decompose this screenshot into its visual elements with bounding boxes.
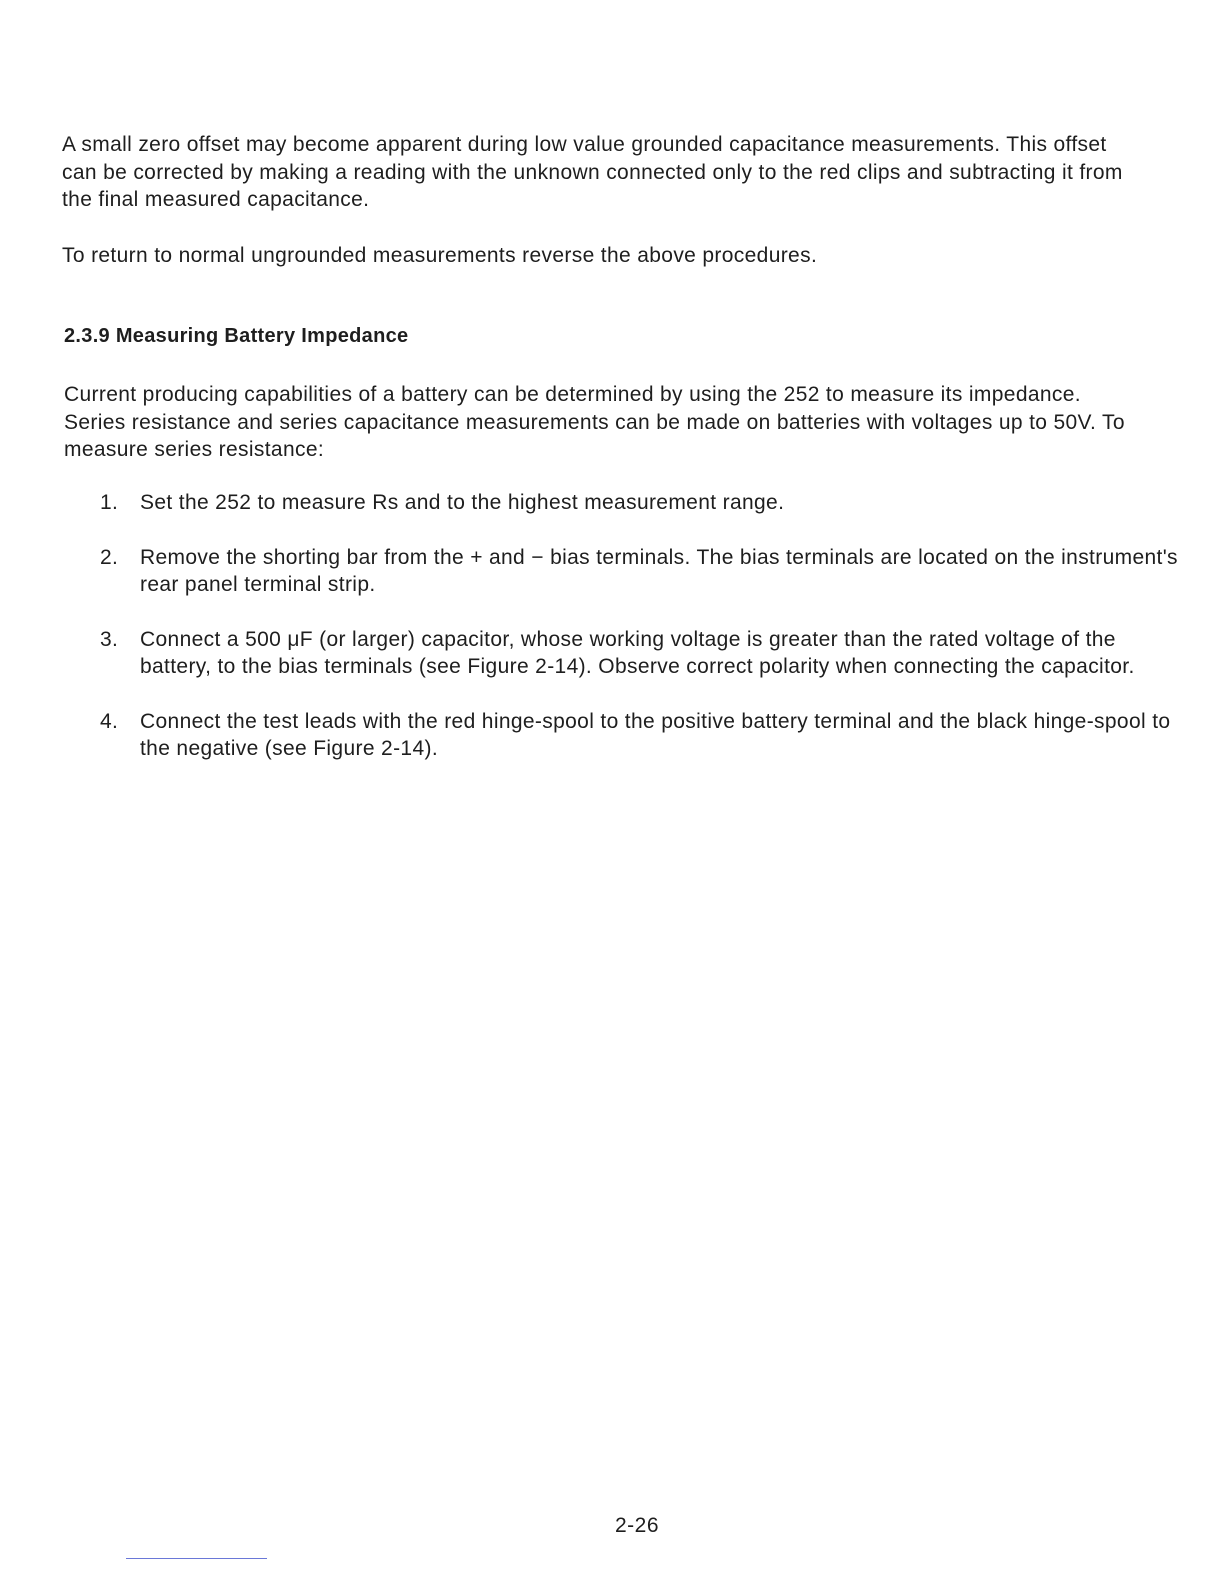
return-paragraph: To return to normal ungrounded measurements reverse the above procedures.: [62, 244, 818, 267]
step-number: 1.: [100, 491, 119, 514]
step-text: Remove the shorting bar from the + and − bias terminals. The bias terminals are located on the instrument's rear panel terminal strip.: [140, 545, 1178, 596]
step-number: 3.: [100, 627, 119, 651]
step-text: Connect a 500 μF (or larger) capacitor, whose working voltage is greater than the rated voltage of the battery, to the bias terminals (see Figure 2-14). Observe correct polarity when connecting the capacitor.: [140, 627, 1135, 678]
offset-paragraph: A small zero offset may become apparent during low value grounded capacitance measurements. This offset can be corrected by making a reading with the unknown connected only to the red clips and subtracting it from the final measured capacitance.: [62, 133, 1123, 211]
step-text: Set the 252 to measure Rs and to the highest measurement range.: [140, 491, 785, 514]
step-text: Connect the test leads with the red hinge-spool to the positive battery terminal and the black hinge-spool to the negative (see Figure 2-14).: [140, 709, 1171, 760]
step-item: [100, 626, 1180, 681]
step-item: [100, 489, 1180, 517]
section-heading: 2.3.9 Measuring Battery Impedance: [64, 325, 409, 347]
footer-rule: [126, 1558, 267, 1559]
intro-paragraph: Current producing capabilities of a battery can be determined by using the 252 to measure its impedance. Series resistance and series capacitance measurements can be made on batteries with voltages up to 50V. To measure series resistance:: [64, 383, 1125, 461]
step-number: 4.: [100, 709, 119, 733]
step-item: [100, 544, 1180, 599]
step-item: [100, 708, 1180, 763]
page-number: 2-26: [614, 1514, 660, 1537]
procedure-steps: [100, 489, 1180, 790]
step-number: 2.: [100, 545, 119, 569]
